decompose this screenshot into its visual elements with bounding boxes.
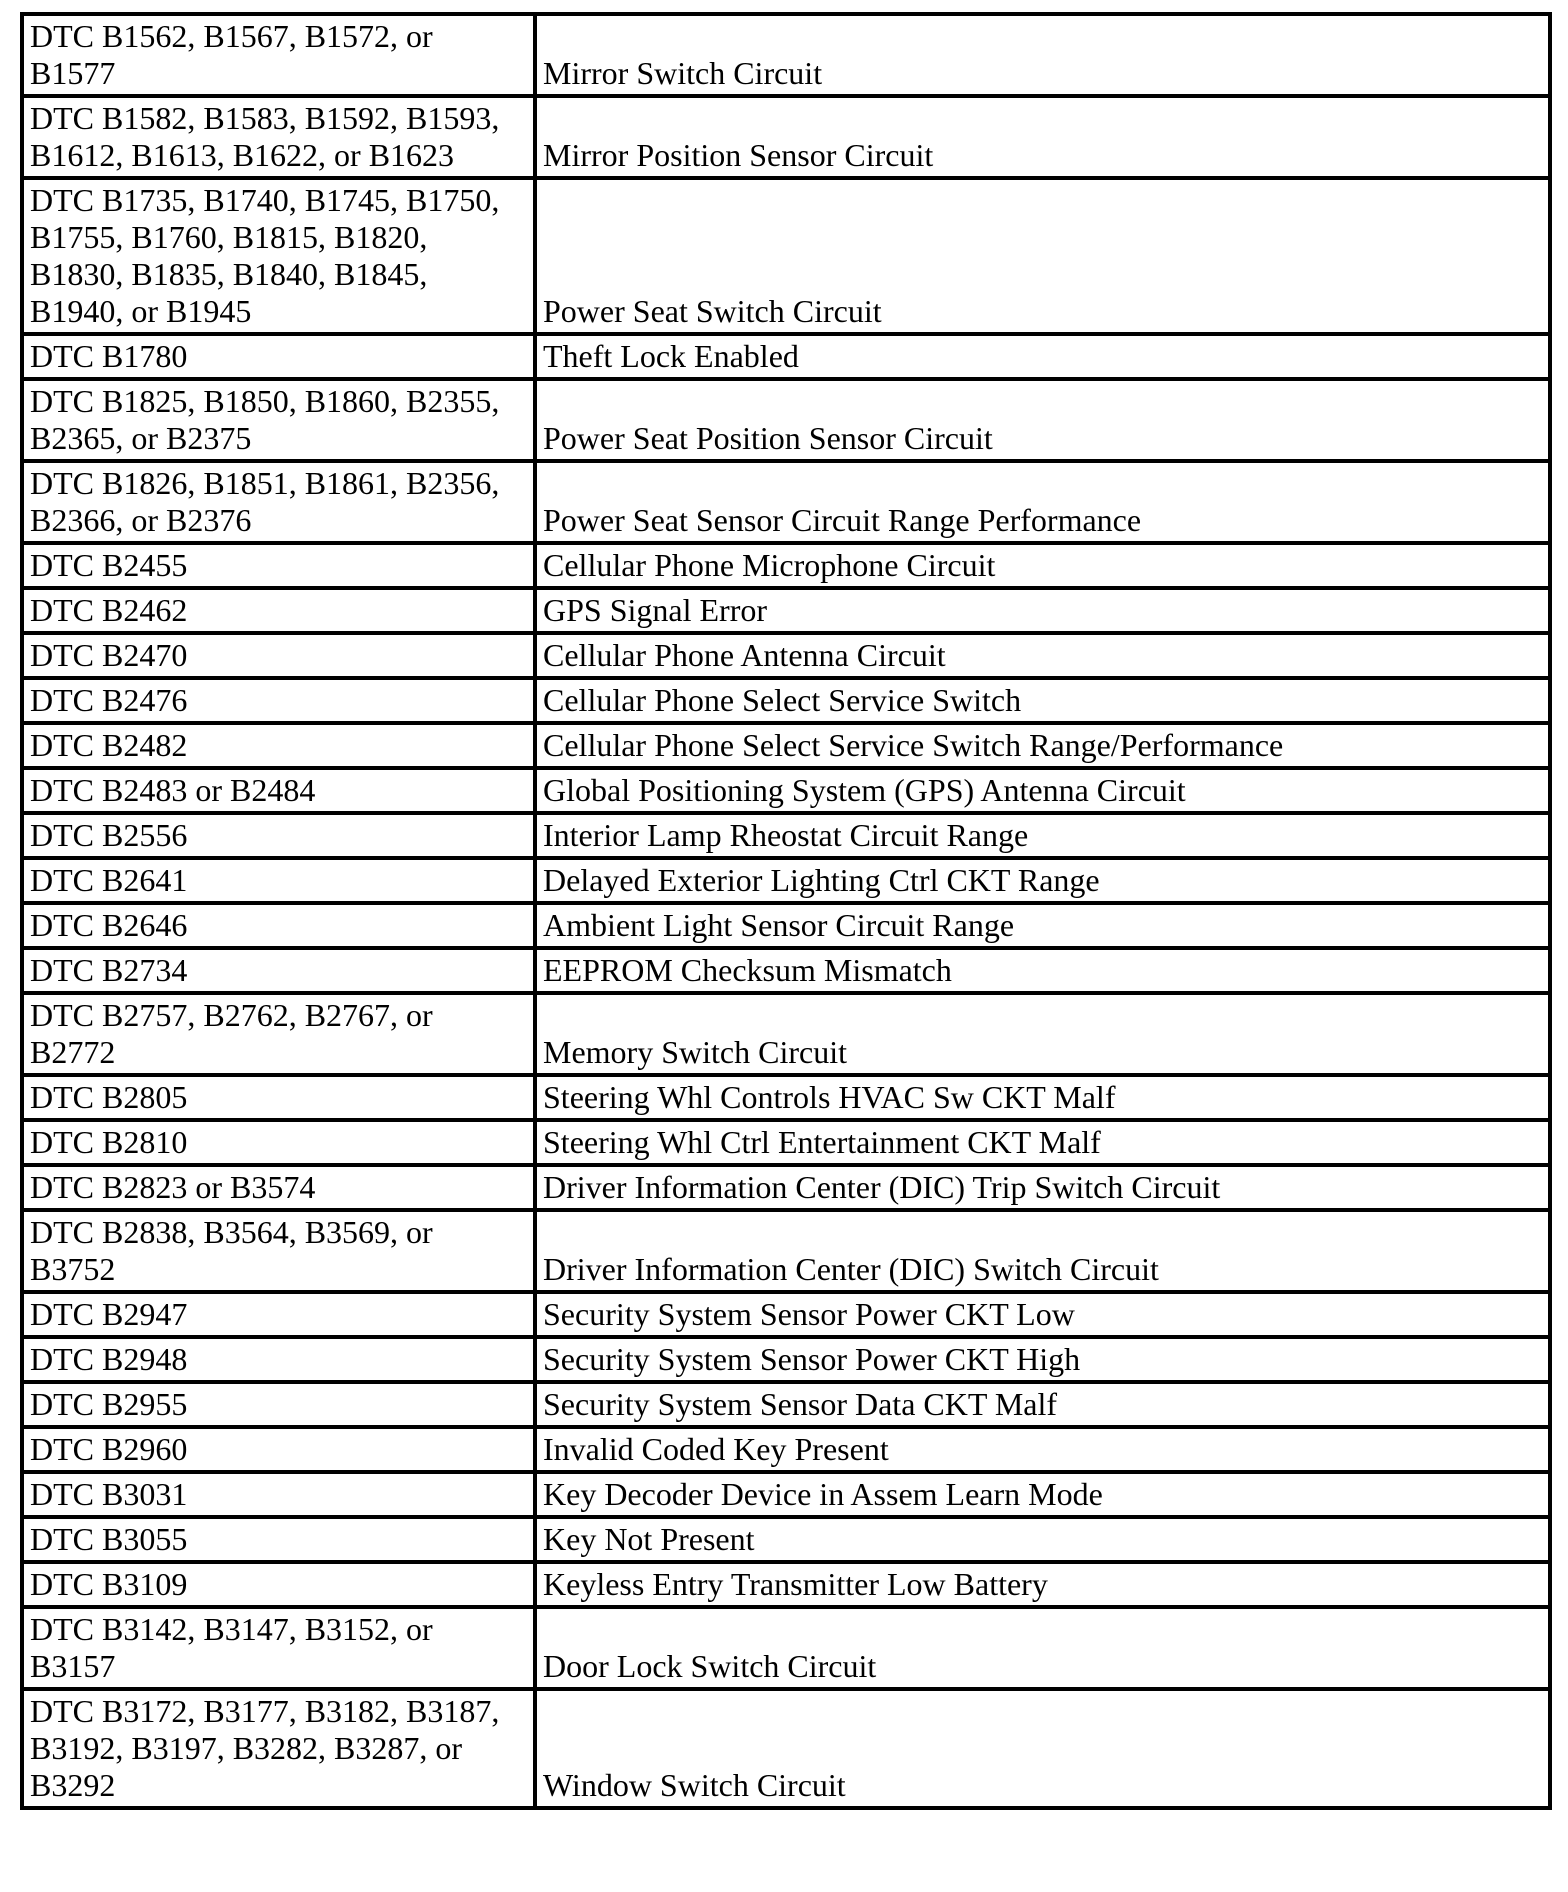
dtc-description-cell [535,461,1550,543]
dtc-description-cell [535,858,1550,903]
dtc-description-cell [535,678,1550,723]
table-row [22,1337,1550,1382]
dtc-code-line: DTC B2805 [30,1079,188,1115]
dtc-code-cell [22,543,535,588]
dtc-code-line: DTC B2462 [30,592,188,628]
dtc-description-cell [535,1472,1550,1517]
dtc-code-cell [22,1472,535,1517]
dtc-description-cell [535,178,1550,334]
dtc-description-cell [535,1165,1550,1210]
dtc-description: Cellular Phone Microphone Circuit [543,547,996,583]
dtc-code-line: B1612, B1613, B1622, or B1623 [30,137,455,173]
table-row [22,993,1550,1075]
dtc-code-line: DTC B2947 [30,1296,188,1332]
dtc-code-cell [22,178,535,334]
dtc-code-line: B2365, or B2375 [30,420,252,456]
dtc-description: Power Seat Position Sensor Circuit [543,420,993,456]
table-row [22,768,1550,813]
dtc-code-line: DTC B1562, B1567, B1572, or [30,18,433,54]
dtc-code-line: DTC B2838, B3564, B3569, or [30,1214,433,1250]
dtc-code-cell [22,1382,535,1427]
dtc-code-cell [22,723,535,768]
table-row [22,1210,1550,1292]
dtc-code-line: DTC B3109 [30,1566,188,1602]
dtc-code-cell [22,1517,535,1562]
dtc-description: Door Lock Switch Circuit [543,1648,877,1684]
dtc-description: Key Not Present [543,1521,755,1557]
dtc-description-cell [535,633,1550,678]
dtc-code-line: DTC B1735, B1740, B1745, B1750, [30,182,500,218]
dtc-code-line: B2772 [30,1034,116,1070]
table-row [22,1689,1550,1808]
table-row [22,633,1550,678]
dtc-code-cell [22,461,535,543]
dtc-description-cell [535,14,1550,96]
dtc-code-cell [22,1427,535,1472]
dtc-code-line: DTC B1780 [30,338,188,374]
dtc-code-cell [22,1562,535,1607]
dtc-code-cell [22,1337,535,1382]
dtc-code-line: DTC B2556 [30,817,188,853]
dtc-description-cell [535,1607,1550,1689]
dtc-description: Global Positioning System (GPS) Antenna Circuit [543,772,1186,808]
dtc-code-line: DTC B2470 [30,637,188,673]
dtc-description: Cellular Phone Select Service Switch Range/Performance [543,727,1284,763]
table-row [22,588,1550,633]
dtc-code-cell [22,379,535,461]
dtc-description-cell [535,993,1550,1075]
table-row [22,379,1550,461]
dtc-code-line: B2366, or B2376 [30,502,252,538]
table-row [22,948,1550,993]
dtc-code-line: B1830, B1835, B1840, B1845, [30,256,428,292]
dtc-code-line: DTC B2955 [30,1386,188,1422]
dtc-code-cell [22,1689,535,1808]
dtc-code-cell [22,96,535,178]
dtc-code-line: DTC B3055 [30,1521,188,1557]
dtc-code-line: B3192, B3197, B3282, B3287, or [30,1730,463,1766]
dtc-description-cell [535,1382,1550,1427]
dtc-code-line: DTC B2482 [30,727,188,763]
dtc-description-cell [535,768,1550,813]
dtc-code-line: DTC B1826, B1851, B1861, B2356, [30,465,500,501]
dtc-description-cell [535,588,1550,633]
dtc-code-line: B1940, or B1945 [30,293,252,329]
dtc-description: EEPROM Checksum Mismatch [543,952,952,988]
dtc-description: Invalid Coded Key Present [543,1431,889,1467]
dtc-code-line: DTC B2960 [30,1431,188,1467]
dtc-description: Mirror Switch Circuit [543,55,823,91]
table-row [22,1607,1550,1689]
dtc-code-cell [22,334,535,379]
dtc-description-cell [535,813,1550,858]
dtc-code-cell [22,903,535,948]
dtc-description-cell [535,1292,1550,1337]
table-row [22,858,1550,903]
dtc-code-cell [22,1075,535,1120]
dtc-description: Cellular Phone Antenna Circuit [543,637,946,673]
table-row [22,543,1550,588]
dtc-code-cell [22,1210,535,1292]
dtc-description: Security System Sensor Power CKT High [543,1341,1081,1377]
table-row [22,903,1550,948]
dtc-code-line: B1577 [30,55,116,91]
dtc-code-line: DTC B2476 [30,682,188,718]
dtc-description-cell [535,334,1550,379]
dtc-code-line: DTC B2823 or B3574 [30,1169,316,1205]
dtc-description-cell [535,1689,1550,1808]
dtc-description: Key Decoder Device in Assem Learn Mode [543,1476,1103,1512]
table-row [22,178,1550,334]
dtc-description: Ambient Light Sensor Circuit Range [543,907,1015,943]
table-row [22,1165,1550,1210]
dtc-code-line: DTC B3031 [30,1476,188,1512]
dtc-description: Theft Lock Enabled [543,338,799,374]
dtc-description-cell [535,1562,1550,1607]
dtc-description: Cellular Phone Select Service Switch [543,682,1022,718]
dtc-description-cell [535,1075,1550,1120]
dtc-description: Steering Whl Ctrl Entertainment CKT Malf [543,1124,1101,1160]
dtc-code-line: DTC B3172, B3177, B3182, B3187, [30,1693,500,1729]
dtc-code-line: B3752 [30,1251,116,1287]
dtc-description-cell [535,1337,1550,1382]
dtc-code-cell [22,768,535,813]
dtc-code-cell [22,1165,535,1210]
dtc-code-line: DTC B2646 [30,907,188,943]
table-row [22,1382,1550,1427]
dtc-description: Window Switch Circuit [543,1767,846,1803]
table-row [22,1427,1550,1472]
dtc-description-cell [535,543,1550,588]
dtc-description: Security System Sensor Data CKT Malf [543,1386,1058,1422]
table-row [22,678,1550,723]
dtc-description-cell [535,1517,1550,1562]
dtc-code-line: DTC B3142, B3147, B3152, or [30,1611,433,1647]
dtc-code-cell [22,1607,535,1689]
dtc-description-cell [535,1120,1550,1165]
dtc-table-container [20,12,1548,1810]
dtc-code-cell [22,993,535,1075]
table-row [22,723,1550,768]
dtc-description-cell [535,1427,1550,1472]
dtc-description-cell [535,948,1550,993]
dtc-description-cell [535,379,1550,461]
dtc-description: Delayed Exterior Lighting Ctrl CKT Range [543,862,1100,898]
dtc-description: Interior Lamp Rheostat Circuit Range [543,817,1029,853]
dtc-code-line: B3157 [30,1648,116,1684]
dtc-code-line: DTC B1582, B1583, B1592, B1593, [30,100,500,136]
dtc-description: Steering Whl Controls HVAC Sw CKT Malf [543,1079,1116,1115]
dtc-code-cell [22,858,535,903]
dtc-description: Keyless Entry Transmitter Low Battery [543,1566,1048,1602]
dtc-description: Power Seat Switch Circuit [543,293,882,329]
dtc-code-cell [22,813,535,858]
dtc-code-line: DTC B2757, B2762, B2767, or [30,997,433,1033]
dtc-code-cell [22,633,535,678]
dtc-description: Mirror Position Sensor Circuit [543,137,934,173]
dtc-code-line: B3292 [30,1767,116,1803]
dtc-code-line: DTC B2734 [30,952,188,988]
dtc-code-cell [22,948,535,993]
dtc-description: GPS Signal Error [543,592,767,628]
dtc-description-cell [535,1210,1550,1292]
table-row [22,334,1550,379]
dtc-table-body [22,14,1550,1808]
dtc-code-cell [22,1292,535,1337]
dtc-table [20,12,1552,1810]
table-row [22,1120,1550,1165]
table-row [22,1562,1550,1607]
dtc-code-line: DTC B2483 or B2484 [30,772,316,808]
table-row [22,1075,1550,1120]
dtc-code-line: DTC B2455 [30,547,188,583]
dtc-code-cell [22,1120,535,1165]
dtc-code-line: DTC B1825, B1850, B1860, B2355, [30,383,500,419]
dtc-code-cell [22,588,535,633]
table-row [22,96,1550,178]
dtc-code-line: DTC B2810 [30,1124,188,1160]
dtc-description-cell [535,723,1550,768]
table-row [22,1472,1550,1517]
dtc-code-cell [22,14,535,96]
table-row [22,1517,1550,1562]
table-row [22,461,1550,543]
dtc-description: Power Seat Sensor Circuit Range Performance [543,502,1142,538]
dtc-description: Memory Switch Circuit [543,1034,847,1070]
table-row [22,813,1550,858]
dtc-description-cell [535,96,1550,178]
dtc-description-cell [535,903,1550,948]
dtc-code-cell [22,678,535,723]
table-row [22,14,1550,96]
table-row [22,1292,1550,1337]
dtc-code-line: DTC B2948 [30,1341,188,1377]
dtc-code-line: B1755, B1760, B1815, B1820, [30,219,428,255]
dtc-description: Security System Sensor Power CKT Low [543,1296,1075,1332]
dtc-description: Driver Information Center (DIC) Switch Circuit [543,1251,1159,1287]
dtc-description: Driver Information Center (DIC) Trip Switch Circuit [543,1169,1221,1205]
dtc-code-line: DTC B2641 [30,862,188,898]
